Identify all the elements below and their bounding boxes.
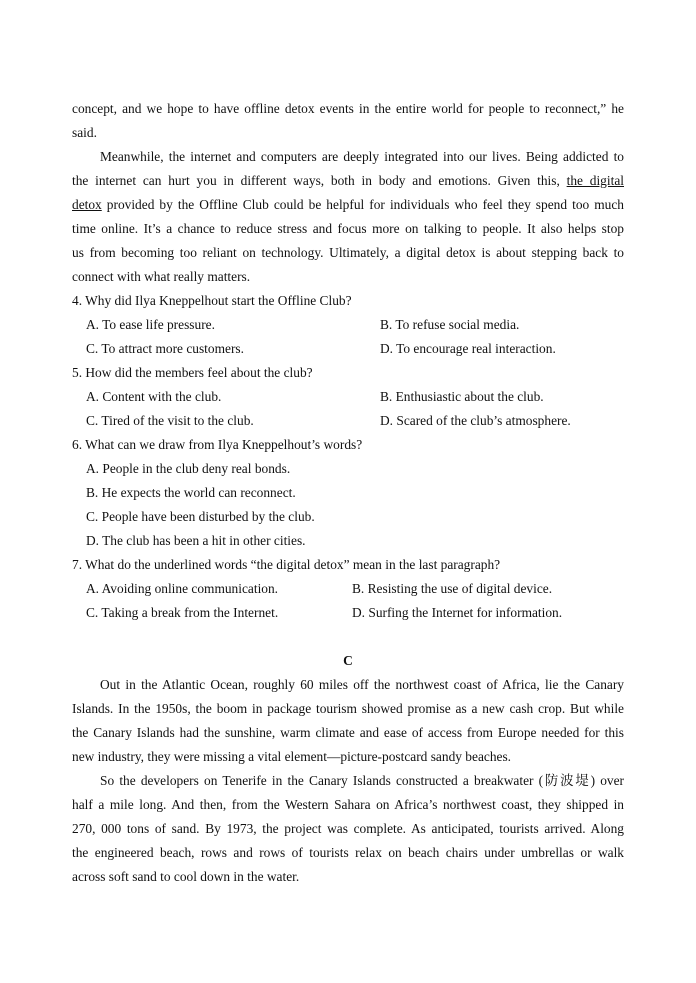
option-d: D. Surfing the Internet for information. [352,605,563,620]
text-span: the internet can hurt you in different ways, both in body and emotions. Given this, [72,173,560,188]
option-a: A. Content with the club. [86,389,222,404]
option-b: B. Resisting the use of digital device. [352,581,553,596]
text-line [72,169,624,193]
question-stem: 6. What can we draw from Ilya Kneppelhout’s words? [72,437,363,452]
option-c: C. To attract more customers. [86,341,244,356]
question-6 [72,433,624,553]
passage-c-paragraph-2 [72,769,624,889]
text-line: said. [72,125,97,140]
option-a: A. Avoiding online communication. [86,581,279,596]
option-row [72,313,624,337]
option-b: B. Enthusiastic about the club. [380,389,544,404]
option-b: B. To refuse social media. [380,317,520,332]
underlined-term: detox [72,197,102,212]
option-row [72,577,624,601]
option-d: D. Scared of the club’s atmosphere. [380,413,571,428]
text-line: time online. It’s a chance to reduce stress and focus more on talking to people. It also helps stop [72,221,624,236]
text-line: So the developers on Tenerife in the Canary Islands constructed a breakwater (防波堤) over [100,773,624,788]
option-row [72,409,624,433]
text-line: new industry, they were missing a vital element—picture-postcard sandy beaches. [72,749,512,764]
question-7 [72,553,624,625]
document-page [72,97,624,889]
text-line: Meanwhile, the internet and computers are deeply integrated into our lives. Being addicted to [100,149,624,164]
option-row [72,601,624,625]
passage-b-final-paragraph [72,145,624,289]
passage-b-closing-paragraph [72,97,624,145]
text-line: connect with what really matters. [72,269,251,284]
option-d: D. To encourage real interaction. [380,341,556,356]
text-line: Out in the Atlantic Ocean, roughly 60 miles off the northwest coast of Africa, lie the Canary [100,677,624,692]
question-stem: 5. How did the members feel about the club? [72,365,313,380]
text-span: provided by the Offline Club could be helpful for individuals who feel they spend too much [101,197,624,212]
text-line [72,193,624,217]
text-line: Islands. In the 1950s, the boom in package tourism showed promise as a new cash crop. But while [72,701,624,716]
option-b: B. He expects the world can reconnect. [86,485,296,500]
option-d: D. The club has been a hit in other cities. [86,533,306,548]
text-line: the engineered beach, rows and rows of tourists relax on beach chairs under umbrellas or walk [72,845,624,860]
question-4 [72,289,624,361]
text-line: 270, 000 tons of sand. By 1973, the project was complete. As anticipated, tourists arrived. Along [72,821,624,836]
passage-c-paragraph-1 [72,673,624,769]
text-line: us from becoming too reliant on technology. Ultimately, a digital detox is about stepping back to [72,245,624,260]
underlined-term: the digital [566,173,624,188]
section-heading: C [343,653,353,668]
text-line: half a mile long. And then, from the Western Sahara on Africa’s northwest coast, they shipped in [72,797,624,812]
question-stem: 4. Why did Ilya Kneppelhout start the Offline Club? [72,293,352,308]
option-c: C. People have been disturbed by the club. [86,509,315,524]
option-a: A. To ease life pressure. [86,317,215,332]
option-c: C. Tired of the visit to the club. [86,413,254,428]
question-5 [72,361,624,433]
option-row [72,337,624,361]
option-row [72,385,624,409]
option-a: A. People in the club deny real bonds. [86,461,291,476]
option-c: C. Taking a break from the Internet. [86,605,279,620]
question-stem: 7. What do the underlined words “the digital detox” mean in the last paragraph? [72,557,501,572]
text-line: across soft sand to cool down in the water. [72,869,300,884]
text-line: concept, and we hope to have offline detox events in the entire world for people to reconnect,” he [72,101,624,116]
text-line: the Canary Islands had the sunshine, warm climate and ease of access from Europe needed for this [72,725,624,740]
